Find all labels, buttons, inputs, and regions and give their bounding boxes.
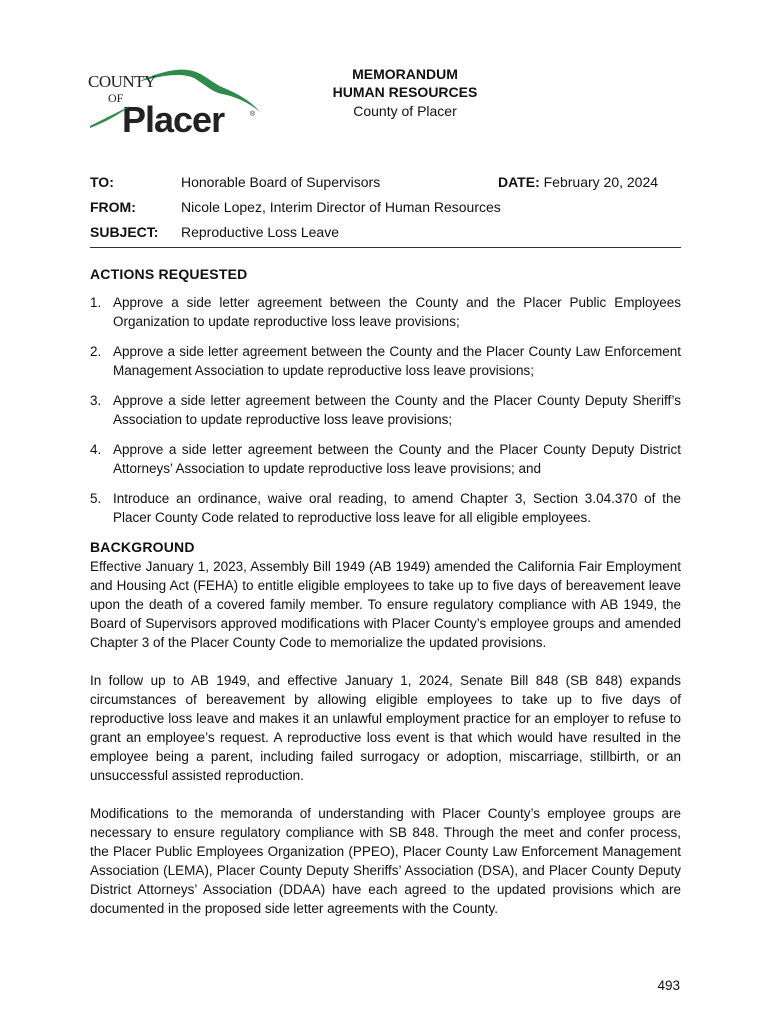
from-label: FROM: — [90, 199, 136, 215]
action-item: 2. Approve a side letter agreement between the County and the Placer County Law Enforcement Management Association to update reproductive loss leave provisions; — [90, 344, 681, 378]
actions-requested-title: ACTIONS REQUESTED — [90, 266, 248, 282]
background-paragraph: In follow up to AB 1949, and effective January 1, 2024, Senate Bill 848 (SB 848) expands circumstances of bereavement by allowing eligible employees to take up to five days of reproductive loss leave and makes it an unlawful employment practice for an employer to refuse to grant an employee’s request. A reproductive loss event is that which would have resulted in the employee being a parent, including failed surrogacy or adoption, miscarriage, stillbirth, or an unsuccessful assisted reproduction. — [90, 673, 681, 783]
action-item: 4. Approve a side letter agreement between the County and the Placer County Deputy District Attorneys’ Association to update reproductive loss leave provisions; and — [90, 442, 681, 476]
logo-registered-mark: ® — [250, 111, 256, 118]
header-department: HUMAN RESOURCES — [332, 84, 478, 100]
action-item: 5. Introduce an ordinance, waive oral reading, to amend Chapter 3, Section 3.04.370 of the Placer County Code related to reproductive loss leave for all eligible employees. — [90, 491, 681, 525]
from-value: Nicole Lopez, Interim Director of Human Resources — [181, 199, 501, 215]
action-item: 3. Approve a side letter agreement between the County and the Placer County Deputy Sheriff’s Association to update reproductive loss leave provisions; — [90, 393, 681, 427]
subject-label: SUBJECT: — [90, 224, 159, 240]
logo-word-of: OF — [108, 91, 124, 105]
background-title: BACKGROUND — [90, 539, 195, 555]
header-memorandum: MEMORANDUM — [352, 66, 458, 82]
memo-header — [300, 65, 510, 120]
memo-date — [498, 173, 658, 191]
to-value: Honorable Board of Supervisors — [181, 174, 381, 190]
header-divider — [90, 247, 681, 248]
date-label: DATE: — [498, 174, 540, 190]
logo-word-placer: Placer — [122, 99, 225, 140]
header-county: County of Placer — [353, 103, 457, 119]
memo-body — [90, 265, 681, 937]
actions-list — [90, 293, 681, 527]
county-of-placer-logo — [86, 66, 262, 146]
logo-word-county: COUNTY — [88, 72, 156, 91]
subject-value: Reproductive Loss Leave — [181, 224, 339, 240]
placer-logo-graphic — [86, 66, 262, 146]
date-value: February 20, 2024 — [543, 174, 659, 190]
page-number: 493 — [657, 978, 680, 993]
to-label: TO: — [90, 174, 114, 190]
background-paragraph: Effective January 1, 2023, Assembly Bill 1949 (AB 1949) amended the California Fair Employment and Housing Act (FEHA) to entitle eligible employees to take up to five days of bereavement leave upon the death of a covered family member. To ensure regulatory compliance with AB 1949, the Board of Supervisors approved modifications with Placer County’s employee groups and amended Chapter 3 of the Placer County Code to memorialize the updated provisions. — [90, 559, 681, 650]
action-item: 1. Approve a side letter agreement between the County and the Placer Public Employees Organization to update reproductive loss leave provisions; — [90, 295, 681, 329]
background-paragraph: Modifications to the memoranda of understanding with Placer County’s employee groups are necessary to ensure regulatory compliance with SB 848. Through the meet and confer process, the Placer Public Employees Organization (PPEO), Placer County Law Enforcement Management Association (LEMA), Placer County Deputy Sheriffs’ Association (DSA), and Placer County Deputy District Attorneys’ Association (DDAA) have each agreed to the updated provisions which are documented in the proposed side letter agreements with the County. — [90, 806, 681, 916]
